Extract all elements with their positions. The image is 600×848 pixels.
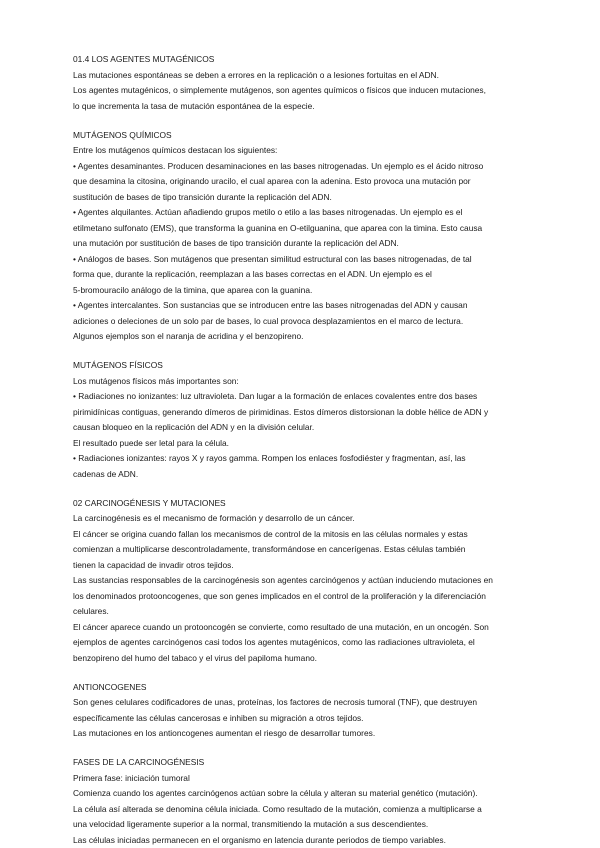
text-line: Primera fase: iniciación tumoral [73, 772, 190, 783]
text-line: cadenas de ADN. [73, 468, 139, 479]
text-line: • Análogos de bases. Son mutágenos que presentan similitud estructural con las bases nitrogenadas, de tal [73, 253, 472, 264]
text-line: El resultado puede ser letal para la célula. [73, 437, 229, 448]
text-line: una mutación por sustitución de bases de tipo transición durante la replicación del ADN. [73, 238, 399, 248]
text-line: forma que, durante la replicación, reemplazan a las bases correctas en el ADN. Un ejemplo es el [73, 269, 432, 279]
text-line: Los agentes mutagénicos, o simplemente mutágenos, son agentes químicos o físicos que inducen mutaciones, [73, 85, 486, 95]
section-heading: MUTÁGENOS QUÍMICOS [73, 129, 172, 140]
text-line: benzopireno del humo del tabaco y el virus del papiloma humano. [73, 652, 317, 663]
section [73, 128, 527, 345]
section [73, 358, 527, 482]
text-line: Comienza cuando los agentes carcinógenos actúan sobre la célula y alteran su material genético (mutación). [73, 788, 478, 798]
text-line: • Agentes intercalantes. Son sustancias que se introducen entre las bases nitrogenadas del ADN y causan [73, 300, 468, 310]
text-line: La célula así alterada se denomina célula iniciada. Como resultado de la mutación, comienza a multiplicarse a [73, 803, 482, 814]
text-line: Son genes celulares codificadores de unas, proteínas, los factores de necrosis tumoral (TNF), que destruyen [73, 697, 478, 707]
text-line: • Radiaciones ionizantes: rayos X y rayos gamma. Rompen los enlaces fosfodiéster y fragmentan, así, las [73, 453, 466, 463]
text-line: Entre los mutágenos químicos destacan los siguientes: [73, 145, 278, 155]
text-line: Las células iniciadas permanecen en el organismo en latencia durante periodos de tiempo variables. [73, 834, 446, 845]
text-line: celulares. [73, 606, 109, 616]
section [73, 680, 527, 742]
text-line: El cáncer se origina cuando fallan los mecanismos de control de la mitosis en las células normales y estas [73, 528, 468, 539]
text-line: sustitución de bases de tipo transición durante la replicación del ADN. [73, 191, 332, 202]
text-line: que desamina la citosina, originando uracilo, el cual aparea con la adenina. Esto provoca una mutación por [73, 176, 471, 186]
text-line: Las mutaciones espontáneas se deben a errores en la replicación o a lesiones fortuitas en el ADN. [73, 69, 439, 80]
text-line: los denominados protooncogenes, que son genes implicados en el control de la proliferación y la diferenciación [73, 590, 486, 601]
document-page [73, 52, 527, 848]
text-line: comienzan a multiplicarse descontroladamente, transformándose en cancerígenas. Estas células también [73, 544, 466, 554]
section [73, 496, 527, 667]
text-line: adiciones o deleciones de un solo par de bases, lo cual provoca desplazamientos en el marco de lectura. [73, 315, 464, 326]
text-line: específicamente las células cancerosas e inhiben su migración a otros tejidos. [73, 712, 364, 723]
section-heading: FASES DE LA CARCINOGÉNESIS [73, 757, 205, 767]
text-line: • Radiaciones no ionizantes: luz ultravioleta. Dan lugar a la formación de enlaces covalentes entre dos bases [73, 391, 478, 401]
text-line: Algunos ejemplos son el naranja de acridina y el benzopireno. [73, 331, 304, 341]
text-line: tienen la capacidad de invadir otros tejidos. [73, 559, 234, 570]
text-line: pirimidínicas contiguas, generando dímeros de pirimidinas. Estos dímeros distorsionan la doble hélice de ADN y [73, 406, 489, 417]
text-line: 5-bromouracilo análogo de la timina, que aparea con la guanina. [73, 284, 313, 295]
section-heading: MUTÁGENOS FÍSICOS [73, 360, 163, 370]
text-line: La carcinogénesis es el mecanismo de formación y desarrollo de un cáncer. [73, 513, 355, 523]
text-line: El cáncer aparece cuando un protooncogén se convierte, como resultado de una mutación, en un oncogén. Son [73, 621, 489, 632]
text-line: lo que incrementa la tasa de mutación espontánea de la especie. [73, 100, 315, 111]
text-line: • Agentes alquilantes. Actúan añadiendo grupos metilo o etilo a las bases nitrogenadas. Un ejemplo es el [73, 207, 463, 217]
text-line: Los mutágenos físicos más importantes son: [73, 375, 239, 386]
text-line: una velocidad ligeramente superior a la normal, transmitiendo la mutación a sus descendientes. [73, 819, 429, 829]
section [73, 755, 527, 848]
text-line: etilmetano sulfonato (EMS), que transforma la guanina en O-etilguanina, que aparea con la timina. Esto causa [73, 222, 483, 233]
section [73, 52, 527, 114]
text-line: ejemplos de agentes carcinógenos casi todos los agentes mutagénicos, como las radiaciones ultravioleta, el [73, 637, 475, 647]
text-line: causan bloqueo en la replicación del ADN y en la división celular. [73, 422, 315, 432]
section-heading: 02 CARCINOGÉNESIS Y MUTACIONES [73, 497, 226, 508]
section-heading: ANTIONCOGENES [73, 681, 147, 692]
text-line: Las mutaciones en los antioncogenes aumentan el riesgo de desarrollar tumores. [73, 728, 376, 738]
text-line: Las sustancias responsables de la carcinogénesis son agentes carcinógenos y actúan induciendo mutaciones en [73, 575, 493, 585]
section-heading: 01.4 LOS AGENTES MUTAGÉNICOS [73, 54, 215, 64]
text-line: • Agentes desaminantes. Producen desaminaciones en las bases nitrogenadas. Un ejemplo es el ácido nitroso [73, 160, 484, 171]
